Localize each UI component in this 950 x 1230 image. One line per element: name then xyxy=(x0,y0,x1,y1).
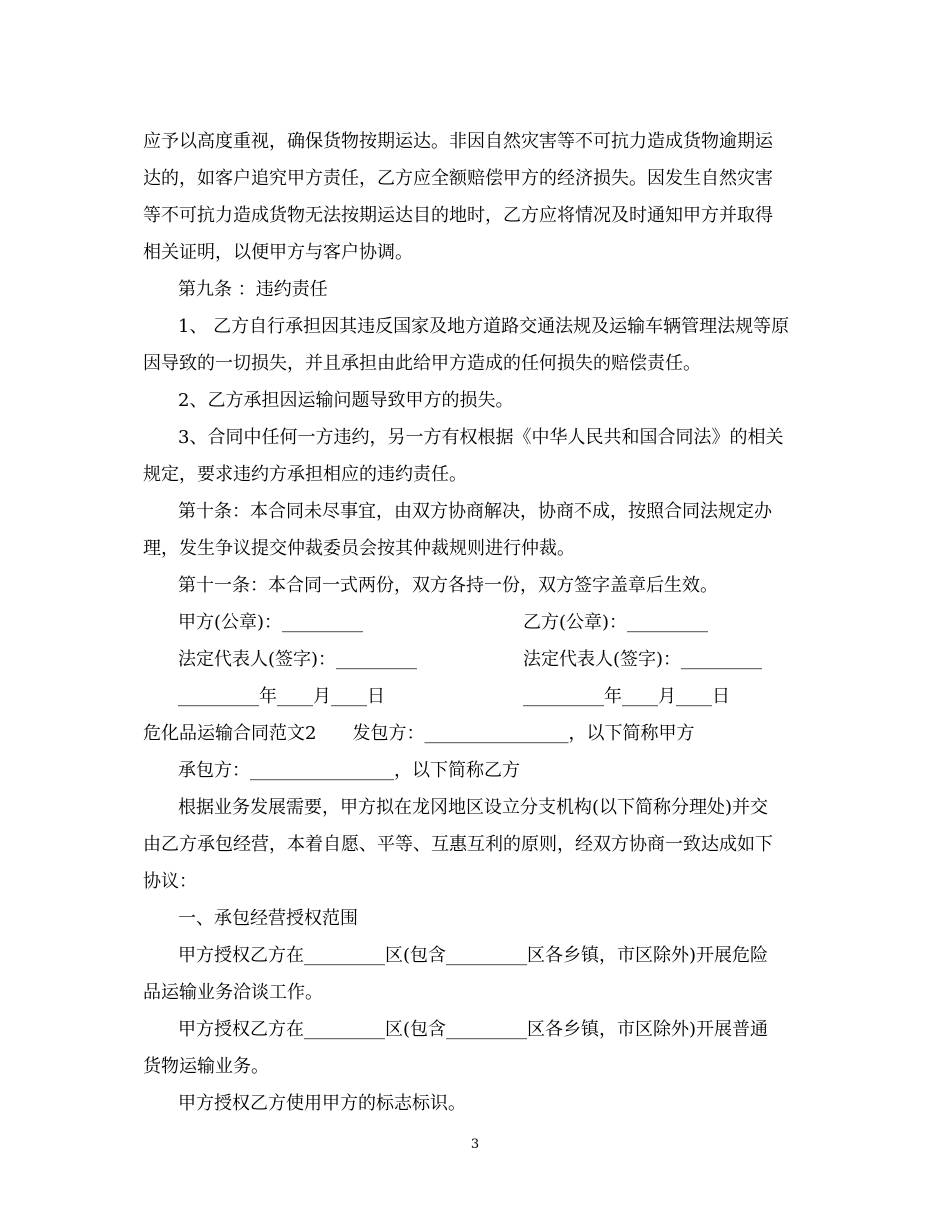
body-line: 相关证明，以便甲方与客户协调。 xyxy=(143,242,413,263)
body-line: 2、乙方承担因运输问题导致甲方的损失。 xyxy=(178,390,514,411)
body-line: 理，发生争议提交仲裁委员会按其仲裁规则进行仲裁。 xyxy=(143,538,575,559)
body-line: 应予以高度重视，确保货物按期运达。非因自然灾害等不可抗力造成货物逾期运 xyxy=(143,131,773,152)
party-a-seal: 甲方(公章)：_________ xyxy=(178,612,364,633)
body-line: 规定，要求违约方承担相应的违约责任。 xyxy=(143,464,467,485)
article-heading: 第九条 ：违约责任 xyxy=(178,279,328,300)
party-b-date: _________年____月____日 xyxy=(523,686,730,707)
body-line: 等不可抗力造成货物无法按期运达目的地时，乙方应将情况及时通知甲方并取得 xyxy=(143,205,773,226)
body-line: 承包方：________________，以下简称乙方 xyxy=(178,760,520,781)
body-line: 因导致的一切损失，并且承担由此给甲方造成的任何损失的赔偿责任。 xyxy=(143,353,701,374)
body-line: 由乙方承包经营，本着自愿、平等、互惠互利的原则，经双方协商一致达成如下 xyxy=(143,834,773,855)
body-line: 货物运输业务。 xyxy=(143,1056,269,1077)
party-b-seal: 乙方(公章)：_________ xyxy=(523,612,709,633)
section-heading: 一、承包经营授权范围 xyxy=(178,908,358,929)
body-line: 达的，如客户追究甲方责任，乙方应全额赔偿甲方的经济损失。因发生自然灾害 xyxy=(143,168,773,189)
party-a-representative: 法定代表人(签字)：_________ xyxy=(178,649,418,670)
body-line: 根据业务发展需要，甲方拟在龙冈地区设立分支机构(以下简称分理处)并交 xyxy=(178,797,769,818)
body-line: 协议： xyxy=(143,871,197,892)
body-line: 甲方授权乙方在_________区(包含_________区各乡镇，市区除外)开展危险 xyxy=(178,945,769,966)
body-line: 1、 乙方自行承担因其违反国家及地方道路交通法规及运输车辆管理法规等原 xyxy=(178,316,790,337)
page-number: 3 xyxy=(470,1137,480,1152)
body-line: 3、合同中任何一方违约，另一方有权根据《中华人民共和国合同法》的相关 xyxy=(178,427,784,448)
party-a-date: _________年____月____日 xyxy=(178,686,385,707)
body-line: 甲方授权乙方在_________区(包含_________区各乡镇，市区除外)开展普通 xyxy=(178,1019,769,1040)
body-line: 第十条：本合同未尽事宜，由双方协商解决，协商不成，按照合同法规定办 xyxy=(178,501,772,522)
contract-title-line: 危化品运输合同范文2 发包方：________________，以下简称甲方 xyxy=(143,723,695,744)
body-line: 品运输业务洽谈工作。 xyxy=(143,982,323,1003)
body-line: 第十一条：本合同一式两份，双方各持一份，双方签字盖章后生效。 xyxy=(178,575,718,596)
body-line: 甲方授权乙方使用甲方的标志标识。 xyxy=(178,1093,466,1114)
party-b-representative: 法定代表人(签字)：_________ xyxy=(523,649,763,670)
